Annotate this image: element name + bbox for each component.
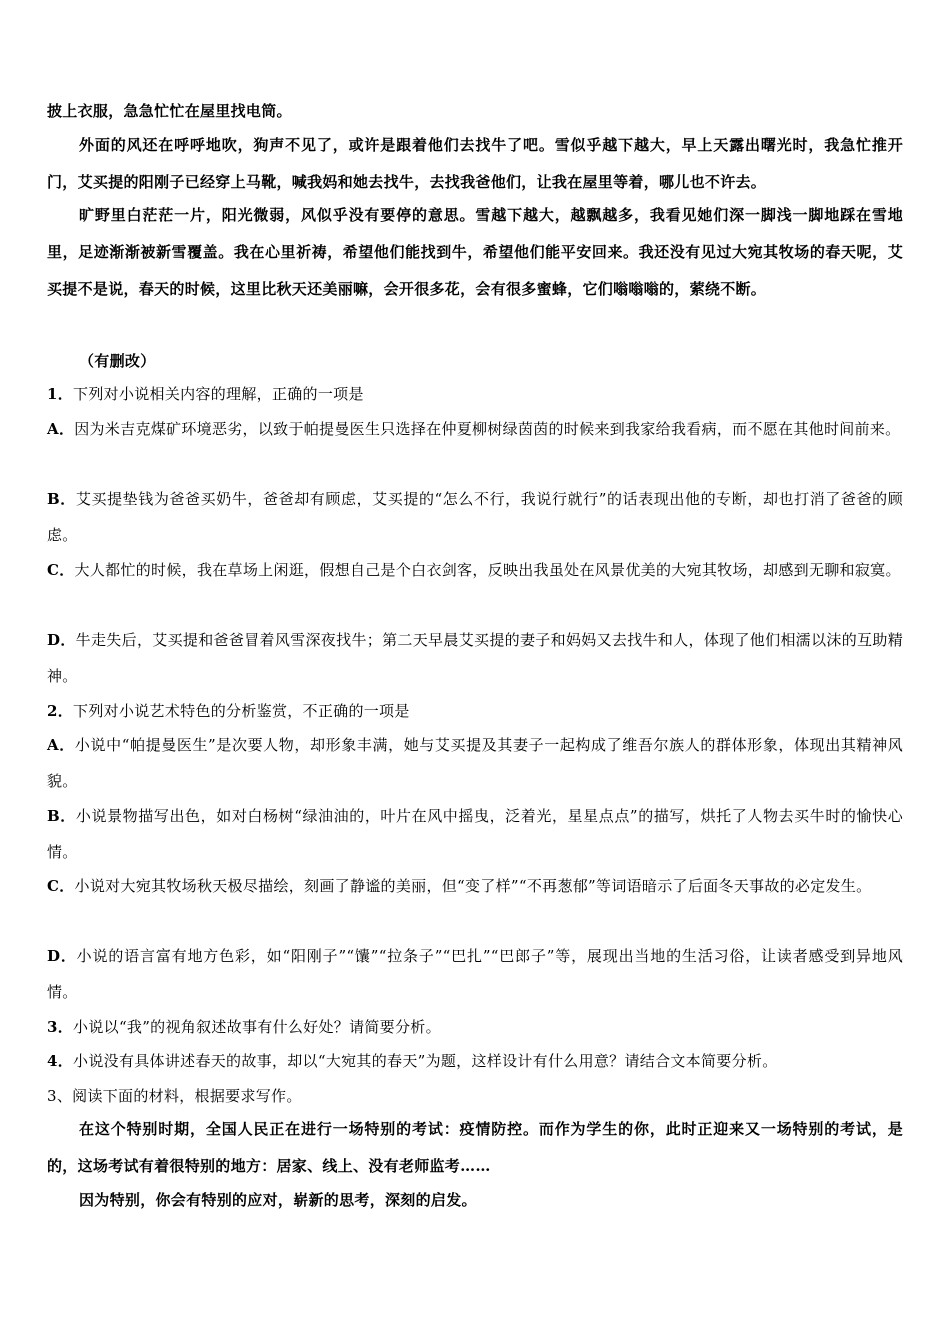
option-label: C． [47,877,75,895]
question-number: 4． [47,1052,74,1070]
question-3-stem [47,1009,903,1045]
question-2-option-c [47,868,903,904]
question-1-option-b [47,481,903,553]
question-number: 3． [47,1018,74,1036]
option-text: 小说中“帕提曼医生”是次要人物，却形象丰满，她与艾买提及其妻子一起构成了维吾尔族人的群体形象，体现出其精神风貌。 [47,736,903,790]
writing-material-paragraph-2: 因为特别，你会有特别的应对，崭新的思考，深刻的启发。 [79,1191,477,1209]
question-1-stem [47,376,903,412]
question-2-stem [47,693,903,729]
story-paragraph-1: 外面的风还在呼呼地吹，狗声不见了，或许是跟着他们去找牛了吧。雪似乎越下越大，早上天露出曙光时，我急忙推开门，艾买提的阳刚子已经穿上马靴，喊我妈和她去找牛，去找我爸他们，让我在屋里等着，哪儿也不许去。 [47,136,903,191]
question-2-option-d [47,938,903,1010]
option-label: D． [47,631,76,649]
question-text: 下列对小说艺术特色的分析鉴赏，不正确的一项是 [73,702,410,720]
question-1-option-c [47,552,903,588]
writing-material-paragraph-1: 在这个特别时期，全国人民正在进行一场特别的考试：疫情防控。而作为学生的你，此时正迎来又一场特别的考试，是的，这场考试有着很特别的地方：居家、线上、没有老师监考…… [47,1120,903,1175]
option-text: 牛走失后，艾买提和爸爸冒着风雪深夜找牛；第二天早晨艾买提的妻子和妈妈又去找牛和人，体现了他们相濡以沫的互助精神。 [47,631,903,685]
story-paragraph-2: 旷野里白茫茫一片，阳光微弱，风似乎没有要停的意思。雪越下越大，越飘越多，我看见她们深一脚浅一脚地踩在雪地里，足迹渐渐被新雪覆盖。我在心里祈祷，希望他们能找到牛，希望他们能平安回来。我还没有见过大宛其牧场的春天呢，艾买提不是说，春天的时候，这里比秋天还美丽嘛，会开很多花，会有很多蜜蜂，它们嗡嗡嗡的，萦绕不断。 [47,206,903,298]
option-label: B． [47,490,76,508]
question-2-option-b [47,798,903,870]
option-label: D． [47,947,77,965]
question-number: 1． [47,385,74,403]
option-text: 小说的语言富有地方色彩，如“阳刚子”“馕”“拉条子”“巴扎”“巴郎子”等，展现出当地的生活习俗，让读者感受到异地风情。 [47,947,903,1001]
option-text: 小说对大宛其牧场秋天极尽描绘，刻画了静谧的美丽，但“变了样”“不再葱郁”等词语暗示了后面冬天事故的必定发生。 [74,877,872,895]
writing-task-heading: 3、阅读下面的材料，根据要求写作。 [47,1087,302,1105]
question-1-option-d [47,622,903,694]
option-label: A． [47,736,75,754]
story-source-note: （有删改） [79,352,156,370]
story-paragraph-0: 披上衣服，急急忙忙在屋里找电筒。 [47,102,292,120]
option-label: C． [47,561,75,579]
question-text: 小说没有具体讲述春天的故事，却以“大宛其的春天”为题，这样设计有什么用意？请结合文本简要分析。 [73,1052,778,1070]
question-2-option-a [47,727,903,799]
option-label: A． [47,420,75,438]
option-text: 大人都忙的时候，我在草场上闲逛，假想自己是个白衣剑客，反映出我虽处在风景优美的大宛其牧场，却感到无聊和寂寞。 [74,561,901,579]
question-text: 下列对小说相关内容的理解，正确的一项是 [73,385,364,403]
option-text: 小说景物描写出色，如对白杨树“绿油油的，叶片在风中摇曳，泛着光，星星点点”的描写，烘托了人物去买牛时的愉快心情。 [47,807,904,861]
question-number: 2． [47,702,74,720]
question-text: 小说以“我”的视角叙述故事有什么好处？请简要分析。 [73,1018,441,1036]
option-text: 艾买提垫钱为爸爸买奶牛，爸爸却有顾虑，艾买提的“怎么不行，我说行就行”的话表现出他的专断，却也打消了爸爸的顾虑。 [47,490,904,544]
option-label: B． [47,807,76,825]
option-text: 因为米吉克煤矿环境恶劣，以致于帕提曼医生只选择在仲夏柳树绿茵茵的时候来到我家给我看病，而不愿在其他时间前来。 [74,420,901,438]
question-1-option-a [47,411,903,447]
question-4-stem [47,1043,903,1079]
